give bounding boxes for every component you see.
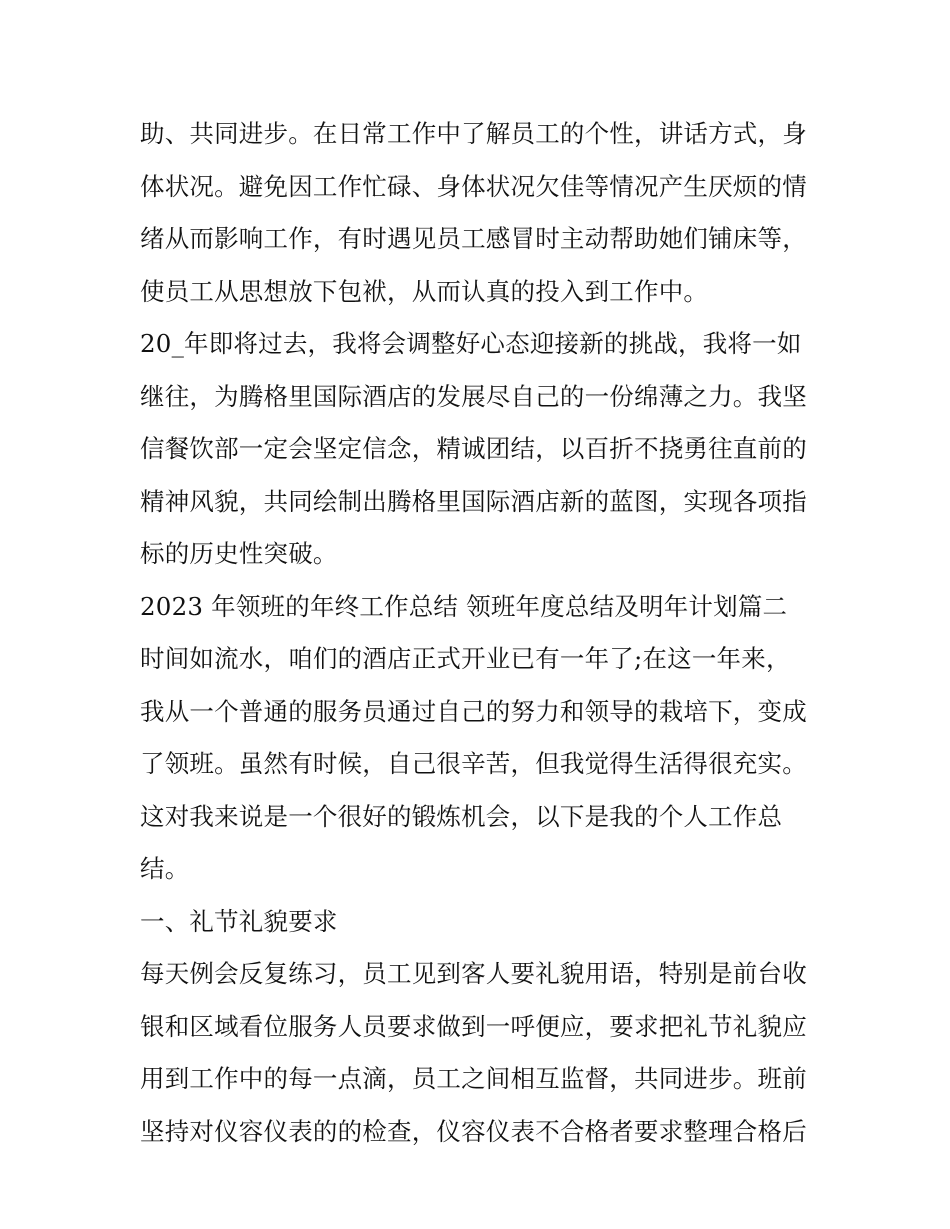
text-line: 我从一个普通的服务员通过自己的努力和领导的栽培下，变成 — [140, 696, 807, 726]
text-line: 每天例会反复练习，员工见到客人要礼貌用语，特别是前台收 — [140, 959, 807, 988]
text-line: 精神风貌，共同绘制出腾格里国际酒店新的蓝图，实现各项指 — [140, 486, 807, 516]
text-line: 这对我来说是一个很好的锻炼机会，以下是我的个人工作总 — [140, 801, 783, 831]
section-heading: 2023 年领班的年终工作总结 领班年度总结及明年计划篇二 — [140, 591, 788, 621]
text-line: 助、共同进步。在日常工作中了解员工的个性，讲话方式，身 — [140, 119, 807, 148]
document-body — [140, 108, 820, 1158]
text-line: 银和区域看位服务人员要求做到一呼便应，要求把礼节礼貌应 — [140, 1011, 807, 1041]
text-line: 用到工作中的每一点滴，员工之间相互监督，共同进步。班前 — [140, 1064, 807, 1093]
text-line: 结。 — [140, 854, 190, 883]
text-line: 继往，为腾格里国际酒店的发展尽自己的一份绵薄之力。我坚 — [140, 381, 807, 411]
text-line: 使员工从思想放下包袱，从而认真的投入到工作中。 — [140, 276, 709, 306]
text-line: 坚持对仪容仪表的的检查，仪容仪表不合格者要求整理合格后 — [140, 1116, 807, 1146]
text-line: 绪从而影响工作，有时遇见员工感冒时主动帮助她们铺床等， — [140, 224, 807, 253]
text-line: 标的历史性突破。 — [140, 539, 338, 568]
text-line: 时间如流水，咱们的酒店正式开业已有一年了;在这一年来， — [140, 644, 791, 673]
subsection-heading: 一、礼节礼貌要求 — [140, 906, 338, 936]
text-line: 了领班。虽然有时候，自己很辛苦，但我觉得生活得很充实。 — [140, 749, 807, 778]
text-line: 信餐饮部一定会坚定信念，精诚团结，以百折不挠勇往直前的 — [140, 434, 807, 463]
text-line: 体状况。避免因工作忙碌、身体状况欠佳等情况产生厌烦的情 — [140, 171, 807, 201]
text-line: 20_年即将过去，我将会调整好心态迎接新的挑战，我将一如 — [140, 329, 802, 358]
